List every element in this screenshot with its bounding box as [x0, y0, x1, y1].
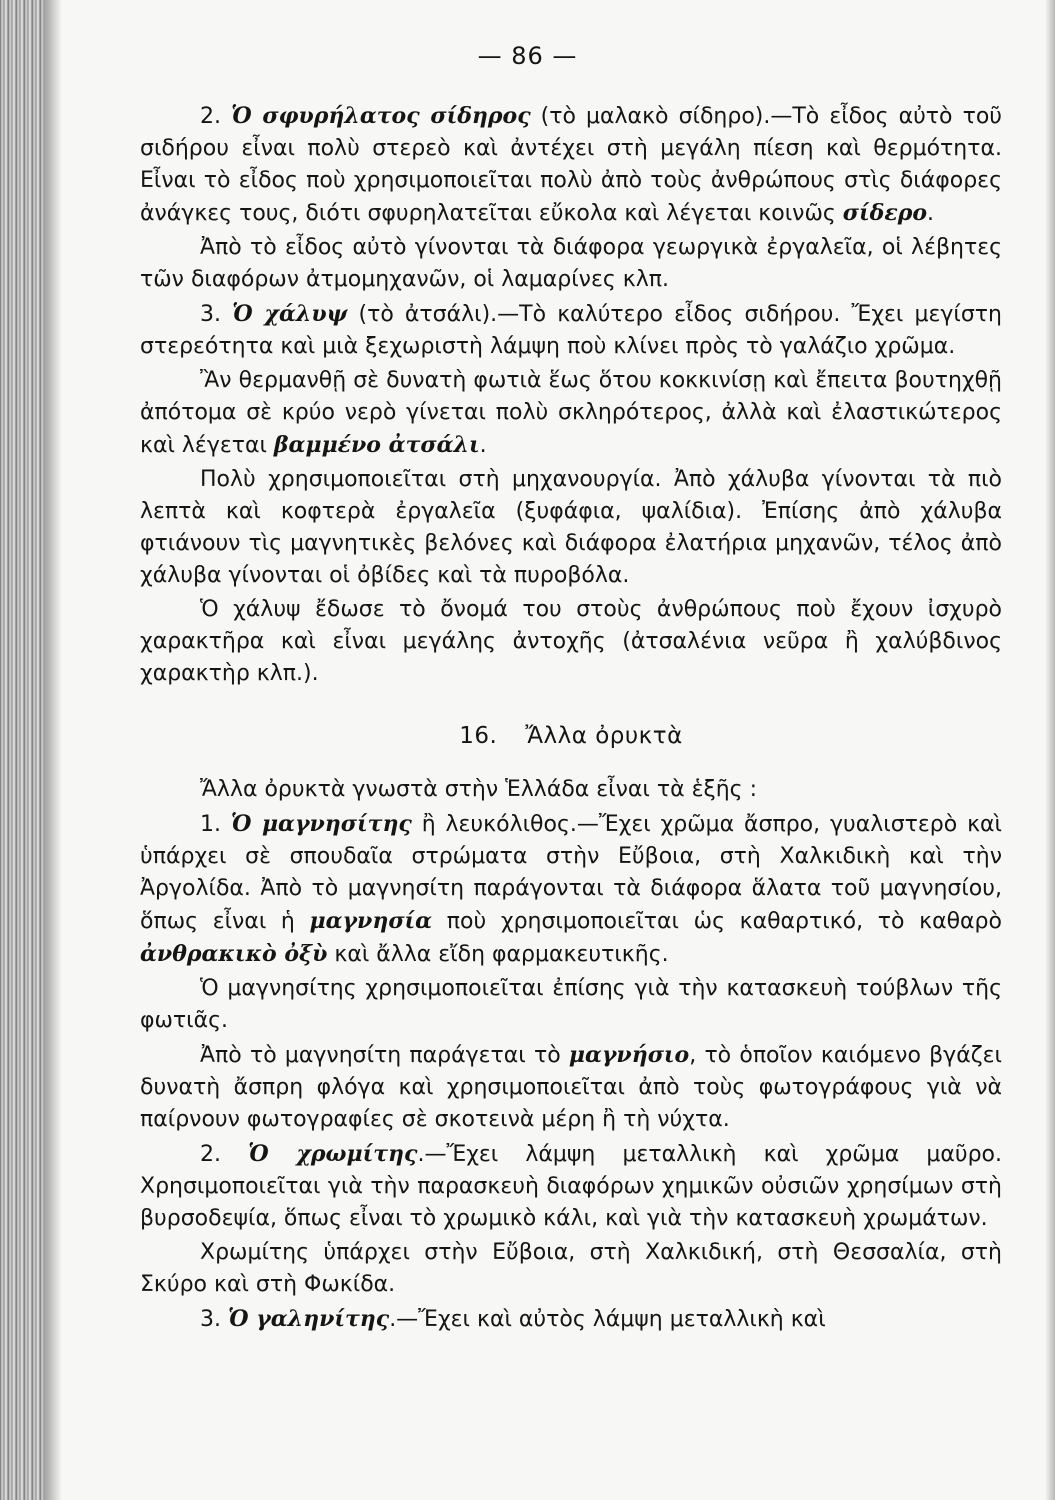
text-run: .—Ἔχει καὶ αὐτὸς λάμψη μεταλλικὴ καὶ: [389, 1307, 826, 1332]
text-run: Ἀπὸ τὸ μαγνησίτη παράγεται τὸ: [200, 1043, 569, 1068]
text-run: 2.: [200, 104, 232, 129]
text-run: καὶ ἄλλα εἴδη φαρμακευτικῆς.: [327, 942, 669, 967]
paragraph-q7: [140, 1303, 1002, 1336]
paragraph-q5: [140, 1138, 1002, 1235]
emphasized-term: μαγνησία: [309, 908, 433, 934]
text-run: ποὺ χρησιμοποιεῖται ὡς καθαρτικό, τὸ καθαρὸ: [432, 909, 1002, 934]
paragraph-p6: [140, 594, 1002, 690]
page-right-edge: [1045, 0, 1055, 1500]
paragraph-p3: [140, 298, 1002, 363]
text-run: Ὁ χάλυψ ἔδωσε τὸ ὄνομά του στοὺς ἀνθρώπους ποὺ ἔχουν ἰσχυρὸ χαρακτῆρα καὶ εἶναι μεγάλης ἀντοχῆς (ἀτσαλένια νεῦρα ἢ χαλύβδινος χαρακτὴρ κλπ.).: [140, 597, 1002, 686]
paragraph-p2: [140, 232, 1002, 296]
text-run: 3.: [200, 302, 233, 327]
emphasized-term: Ὁ γαληνίτης: [227, 1306, 390, 1332]
text-run: Ὁ μαγνησίτης χρησιμοποιεῖται ἐπίσης γιὰ τὴν κατασκευὴ τούβλων τῆς φωτιᾶς.: [140, 976, 1002, 1033]
text-run: ἢ λευκόλιθος.—Ἔχει χρῶμα ἄσπρο, γυαλιστερὸ καὶ ὑπάρχει σὲ σπουδαῖα στρώματα στὴν Εὔβοια, στὴ Χαλκιδικὴ καὶ τὴν Ἀργολίδα. Ἀπὸ τὸ μαγνησίτη παράγονται τὰ διάφορα ἅλατα τοῦ μαγνησίου, ὅπως εἶναι ἡ: [140, 812, 1002, 934]
text-run: .: [479, 433, 487, 458]
section-number: 16.: [459, 723, 498, 749]
page-number: — 86 —: [477, 42, 578, 70]
text-run: Ἀπὸ τὸ εἶδος αὐτὸ γίνονται τὰ διάφορα γεωργικὰ ἐργαλεῖα, οἱ λέβητες τῶν διαφόρων ἀτμομηχανῶν, οἱ λαμαρίνες κλπ.: [140, 235, 1002, 292]
section-title: Ἄλλα ὀρυκτὰ: [525, 723, 683, 749]
book-spine-edge: [0, 0, 44, 1500]
emphasized-term: ἀνθρακικὸ ὀξὺ: [140, 941, 328, 967]
paragraph-p4: [140, 365, 1002, 462]
paragraph-q2: [140, 808, 1002, 971]
emphasized-term: βαμμένο ἀτσάλι: [273, 432, 480, 458]
text-run: .—Ἔχει λάμψη μεταλλικὴ καὶ χρῶμα μαῦρο. Χρησιμοποιεῖται γιὰ τὴν παρασκευὴ διαφόρων χημικῶν οὐσιῶν χρησίμων στὴ βυρσοδεψία, ὅπως εἶναι τὸ χρωμικὸ κάλι, καὶ γιὰ τὴν κατασκευὴ χρωμάτων.: [140, 1142, 1002, 1231]
text-run: .: [927, 201, 935, 226]
text-run: 3.: [200, 1307, 228, 1332]
text-run: (τὸ μαλακὸ σίδηρο).—Τὸ εἶδος αὐτὸ τοῦ σιδήρου εἶναι πολὺ στερεὸ καὶ ἀντέχει στὴ μεγάλη πίεση καὶ θερμότητα. Εἶναι τὸ εἶδος ποὺ χρησιμοποιεῖται πολὺ ἀπὸ τοὺς ἀνθρώπους στὶς διάφορες ἀνάγκες τους, διότι σφυρηλατεῖται εὔκολα καὶ λέγεται κοινῶς: [140, 104, 1003, 226]
text-run: Πολὺ χρησιμοποιεῖται στὴ μηχανουργία. Ἀπὸ χάλυβα γίνονται τὰ πιὸ λεπτὰ καὶ κοφτερὰ ἐργαλεῖα (ξυφάφια, ψαλίδια). Ἐπίσης ἀπὸ χάλυβα φτιάνουν τὶς μαγνητικὲς βελόνες καὶ διάφορα ἐλατήρια μηχανῶν, τέλος ἀπὸ χάλυβα γίνονται οἱ ὀβίδες καὶ τὰ πυροβόλα.: [140, 467, 1002, 588]
paragraph-p1: [140, 100, 1002, 230]
section-heading: [140, 720, 1002, 752]
paragraph-q3: [140, 973, 1002, 1037]
text-run: 2.: [200, 1142, 249, 1167]
section-16-body: [140, 774, 1002, 1336]
text-run: , τὸ ὁποῖον καιόμενο βγάζει δυνατὴ ἄσπρη φλόγα καὶ χρησιμοποιεῖται ἀπὸ τοὺς φωτογράφους γιὰ νὰ παίρνουν φωτογραφίες σὲ σκοτεινὰ μέρη ἢ τὴ νύχτα.: [140, 1043, 1003, 1132]
emphasized-term: σίδερο: [842, 200, 928, 226]
emphasized-term: Ὁ χάλυψ: [232, 301, 348, 327]
paragraph-q4: [140, 1039, 1002, 1136]
paragraph-q1: [140, 774, 1002, 806]
page-body: [140, 100, 1002, 1338]
text-run: 1.: [200, 812, 231, 837]
text-run: (τὸ ἀτσάλι).—Τὸ καλύτερο εἶδος σιδήρου. Ἔχει μεγίστη στερεότητα καὶ μιὰ ξεχωριστὴ λάμψη ποὺ κλίνει πρὸς τὸ γαλάζιο χρῶμα.: [140, 302, 1002, 359]
emphasized-term: Ὁ χρωμίτης: [248, 1141, 418, 1167]
paragraph-p5: [140, 464, 1002, 592]
emphasized-term: Ὁ μαγνησίτης: [230, 811, 412, 837]
emphasized-term: Ὁ σφυρήλατος σίδηρος: [231, 103, 531, 129]
section-15-continued: [140, 100, 1002, 690]
emphasized-term: μαγνήσιο: [568, 1042, 690, 1068]
text-run: Χρωμίτης ὑπάρχει στὴν Εὔβοια, στὴ Χαλκιδική, στὴ Θεσσαλία, στὴ Σκύρο καὶ στὴ Φωκίδα.: [140, 1240, 1002, 1297]
text-run: Ἂν θερμανθῇ σὲ δυνατὴ φωτιὰ ἕως ὅτου κοκκινίσῃ καὶ ἔπειτα βουτηχθῇ ἀπότομα σὲ κρύο νερὸ γίνεται πολὺ σκληρότερος, ἀλλὰ καὶ ἐλαστικώτερος καὶ λέγεται: [140, 368, 1002, 458]
text-run: Ἄλλα ὀρυκτὰ γνωστὰ στὴν Ἑλλάδα εἶναι τὰ ἑξῆς :: [200, 777, 758, 802]
paragraph-q6: [140, 1237, 1002, 1301]
